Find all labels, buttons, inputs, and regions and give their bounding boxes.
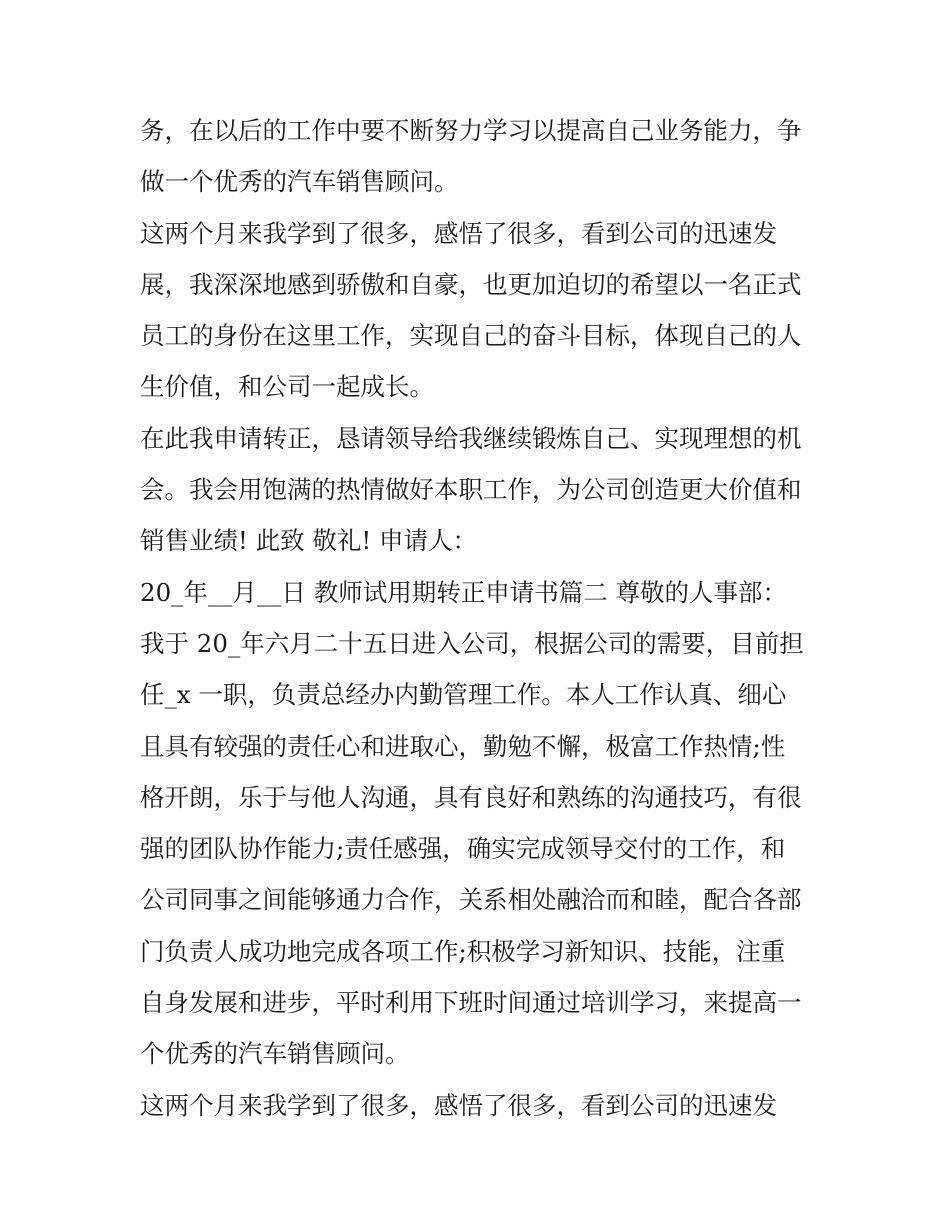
text-line: 会。我会用饱满的热情做好本职工作，为公司创造更大价值和 (140, 475, 802, 505)
text-line: 任_x 一职，负责总经办内勤管理工作。本人工作认真、细心 (140, 680, 787, 710)
body-text (140, 105, 820, 1131)
text-line: 强的团队协作能力;责任感强，确实完成领导交付的工作，和 (140, 834, 786, 864)
text-line: 这两个月来我学到了很多，感悟了很多，看到公司的迅速发 (140, 218, 777, 248)
text-line: 自身发展和进步，平时利用下班时间通过培训学习，来提高一 (140, 988, 802, 1018)
text-line: 在此我申请转正，恳请领导给我继续锻炼自己、实现理想的机 (140, 423, 802, 453)
text-line: 员工的身份在这里工作，实现自己的奋斗目标，体现自己的人 (140, 321, 802, 351)
text-line: 务，在以后的工作中要不断努力学习以提高自己业务能力，争 (140, 116, 802, 145)
text-line: 生价值，和公司一起成长。 (140, 372, 434, 402)
text-line: 展，我深深地感到骄傲和自豪，也更加迫切的希望以一名正式 (140, 269, 802, 299)
text-line: 这两个月来我学到了很多，感悟了很多，看到公司的迅速发 (140, 1090, 777, 1120)
text-line: 20_年__月__日 教师试用期转正申请书篇二 尊敬的人事部： (140, 577, 787, 607)
text-line: 门负责人成功地完成各项工作;积极学习新知识、技能，注重 (140, 936, 786, 966)
text-line: 个优秀的汽车销售顾问。 (140, 1039, 410, 1069)
text-line: 我于 20_年六月二十五日进入公司，根据公司的需要，目前担 (140, 628, 804, 658)
text-line: 格开朗，乐于与他人沟通，具有良好和熟练的沟通技巧，有很 (140, 782, 802, 812)
text-line: 做一个优秀的汽车销售顾问。 (140, 167, 459, 197)
text-line: 公司同事之间能够通力合作，关系相处融洽而和睦，配合各部 (140, 885, 802, 915)
text-line: 且具有较强的责任心和进取心，勤勉不懈，极富工作热情;性 (140, 731, 786, 761)
text-line: 销售业绩! 此致 敬礼! 申请人： (140, 526, 478, 556)
